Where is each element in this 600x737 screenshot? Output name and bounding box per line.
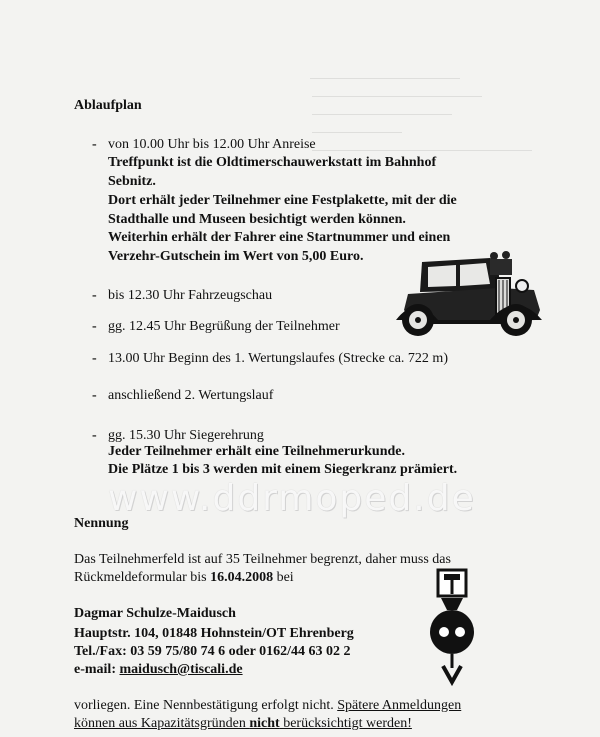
schedule-item-text: gg. 12.45 Uhr Begrüßung der Teilnehmer [108, 319, 340, 334]
bullet-dash: - [92, 288, 97, 303]
contact-address: Hauptstr. 104, 01848 Hohnstein/OT Ehrenberg [74, 626, 354, 641]
arrival-detail-line: Weiterhin erhält der Fahrer eine Startnummer und einen [108, 230, 451, 245]
ceremony-detail-line: Die Plätze 1 bis 3 werden mit einem Siegerkranz prämiert. [108, 462, 458, 477]
schedule-item-text: anschließend 2. Wertungslauf [108, 388, 274, 403]
registration-line: Das Teilnehmerfeld ist auf 35 Teilnehmer begrenzt, daher muss das [74, 552, 451, 567]
closing-emphasis: nicht [249, 716, 280, 731]
arrival-detail-line: Treffpunkt ist die Oldtimerschauwerkstatt im Bahnhof [108, 155, 437, 170]
contact-phone: Tel./Fax: 03 59 75/80 74 6 oder 0162/44 63 02 2 [74, 644, 351, 659]
email-label: e-mail: [74, 662, 120, 677]
closing-text: vorliegen. Eine Nennbestätigung erfolgt nicht. [74, 698, 338, 713]
arrival-detail-line: Sebnitz. [108, 174, 156, 189]
registration-text: Rückmeldeformular bis [74, 570, 211, 585]
schedule-item-text: 13.00 Uhr Beginn des 1. Wertungslaufes (Strecke ca. 722 m) [108, 351, 448, 366]
closing-line-1 [74, 698, 461, 714]
bullet-dash: - [92, 137, 97, 152]
registration-text: bei [273, 570, 294, 585]
deadline-date: 16.04.2008 [210, 570, 274, 585]
closing-line-2 [74, 716, 412, 732]
spark-plug-logo-icon [427, 568, 477, 688]
bullet-dash: - [92, 319, 97, 334]
vintage-car-illustration [394, 250, 544, 338]
closing-underlined: können aus Kapazitätsgründen [74, 716, 250, 731]
heading-schedule: Ablaufplan [74, 98, 142, 113]
heading-registration: Nennung [74, 516, 129, 531]
arrival-detail-line: Stadthalle und Museen besichtigt werden können. [108, 212, 406, 227]
schedule-item-text: bis 12.30 Uhr Fahrzeugschau [108, 288, 273, 303]
closing-underlined: Spätere Anmeldungen [337, 698, 462, 713]
contact-email-line [74, 662, 243, 678]
contact-name: Dagmar Schulze-Maidusch [74, 606, 236, 621]
bullet-dash: - [92, 351, 97, 366]
bullet-dash: - [92, 388, 97, 403]
email-link[interactable]: maidusch@tiscali.de [119, 662, 243, 677]
closing-underlined: berücksichtigt werden! [279, 716, 412, 731]
bullet-dash: - [92, 428, 97, 443]
schedule-item-text: von 10.00 Uhr bis 12.00 Uhr Anreise [108, 137, 316, 152]
arrival-detail-line: Dort erhält jeder Teilnehmer eine Festplakette, mit der die [108, 193, 457, 208]
schedule-item-text: gg. 15.30 Uhr Siegerehrung [108, 428, 264, 443]
ceremony-detail-line: Jeder Teilnehmer erhält eine Teilnehmerurkunde. [108, 444, 405, 459]
registration-line [74, 570, 294, 586]
watermark: www.ddrmoped.de [108, 478, 476, 519]
arrival-detail-line: Verzehr-Gutschein im Wert von 5,00 Euro. [108, 249, 364, 264]
